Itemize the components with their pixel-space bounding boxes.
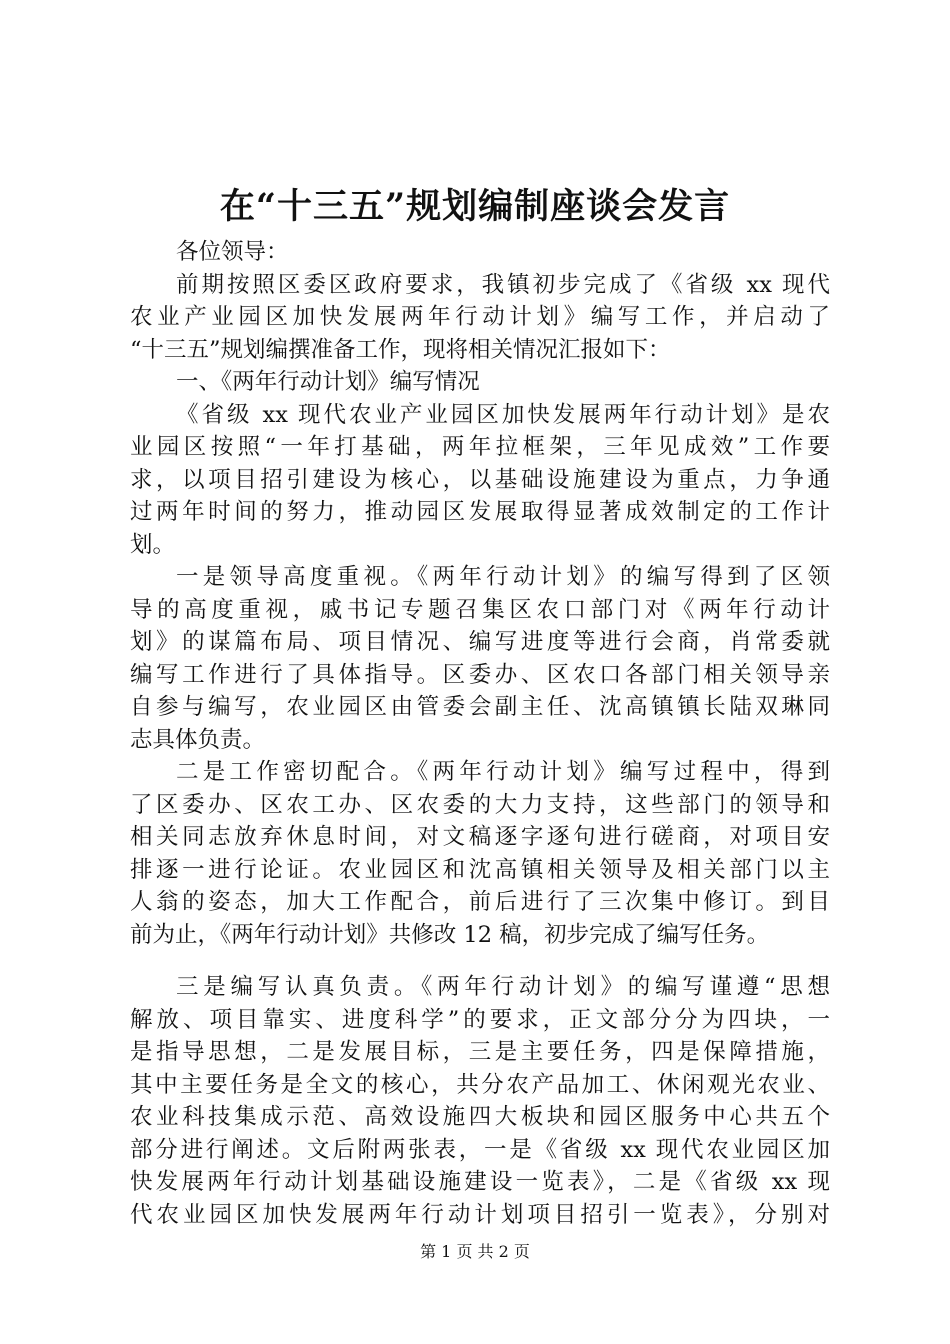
paragraph-line: 农业科技集成示范、高效设施四大板块和园区服务中心共五个 [130, 1104, 830, 1130]
document-title: 在“十三五”规划编制座谈会发言 [219, 186, 731, 227]
paragraph-line: 代农业园区加快发展两年行动计划项目招引一览表》，分别对 [130, 1201, 830, 1228]
paragraph-line: 划。 [130, 531, 176, 558]
paragraph-line: 其中主要任务是全文的核心，共分农产品加工、休闲观光农业、 [130, 1071, 830, 1098]
paragraph-line: 前期按照区委区政府要求，我镇初步完成了《省级 xx 现代 [176, 271, 830, 298]
paragraph-line: 是指导思想，二是发展目标，三是主要任务，四是保障措施， [130, 1039, 830, 1065]
paragraph-line: 业园区按照“一年打基础，两年拉框架，三年见成效”工作要 [130, 434, 830, 460]
paragraph-cooperation [130, 756, 830, 951]
paragraph-line: 求，以项目招引建设为核心，以基础设施建设为重点，力争通 [130, 466, 830, 493]
paragraph-line: 编写工作进行了具体指导。区委办、区农口各部门相关领导亲 [130, 661, 830, 688]
section-heading [130, 366, 830, 399]
paragraph-line: 农业产业园区加快发展两年行动计划》编写工作，并启动了 [130, 304, 830, 330]
paragraph-line: 志具体负责。 [130, 726, 266, 753]
paragraph-line: 部分进行阐述。文后附两张表，一是《省级 xx 现代农业园区加 [130, 1136, 830, 1163]
paragraph-line: 二是工作密切配合。《两年行动计划》编写过程中，得到 [176, 759, 830, 785]
paragraph-line: 《省级 xx 现代农业产业园区加快发展两年行动计划》是农 [176, 401, 830, 428]
paragraph-line: 了区委办、区农工办、区农委的大力支持，这些部门的领导和 [130, 791, 830, 818]
document-body [130, 236, 830, 1231]
paragraph-leadership [130, 561, 830, 756]
paragraph-line: 导的高度重视，戚书记专题召集区农口部门对《两年行动计 [130, 596, 830, 623]
paragraph-line: 自参与编写，农业园区由管委会副主任、沈高镇镇长陆双琳同 [130, 694, 830, 720]
paragraph-line: 排逐一进行论证。农业园区和沈高镇相关领导及相关部门以主 [130, 856, 830, 883]
salutation: 各位领导： [176, 239, 289, 265]
paragraph-line: 解放、项目靠实、进度科学”的要求，正文部分分为四块，一 [130, 1006, 830, 1033]
paragraph-line: 人翁的姿态，加大工作配合，前后进行了三次集中修订。到目 [130, 889, 830, 915]
page-footer: 第 1 页 共 2 页 [420, 1242, 530, 1261]
paragraph-line: 一是领导高度重视。《两年行动计划》的编写得到了区领 [176, 564, 830, 590]
paragraph-gap [130, 951, 830, 971]
paragraph-line: 划》的谋篇布局、项目情况、编写进度等进行会商，肖常委就 [130, 629, 830, 655]
paragraph-intro [130, 269, 830, 367]
paragraph-line: 快发展两年行动计划基础设施建设一览表》，二是《省级 xx 现 [130, 1169, 830, 1195]
section-heading-text: 一、《两年行动计划》编写情况 [176, 369, 480, 395]
paragraph-line: 三是编写认真负责。《两年行动计划》的编写谨遵“思想 [176, 974, 830, 1000]
paragraph-line: 相关同志放弃休息时间，对文稿逐字逐句进行磋商，对项目安 [130, 824, 830, 850]
paragraph-responsibility [130, 971, 830, 1231]
paragraph-line: 前为止，《两年行动计划》共修改 12 稿，初步完成了编写任务。 [130, 921, 770, 948]
paragraph-plan-summary [130, 399, 830, 562]
paragraph-line: “十三五”规划编撰准备工作，现将相关情况汇报如下： [130, 336, 671, 363]
paragraph-line: 过两年时间的努力，推动园区发展取得显著成效制定的工作计 [130, 499, 830, 525]
